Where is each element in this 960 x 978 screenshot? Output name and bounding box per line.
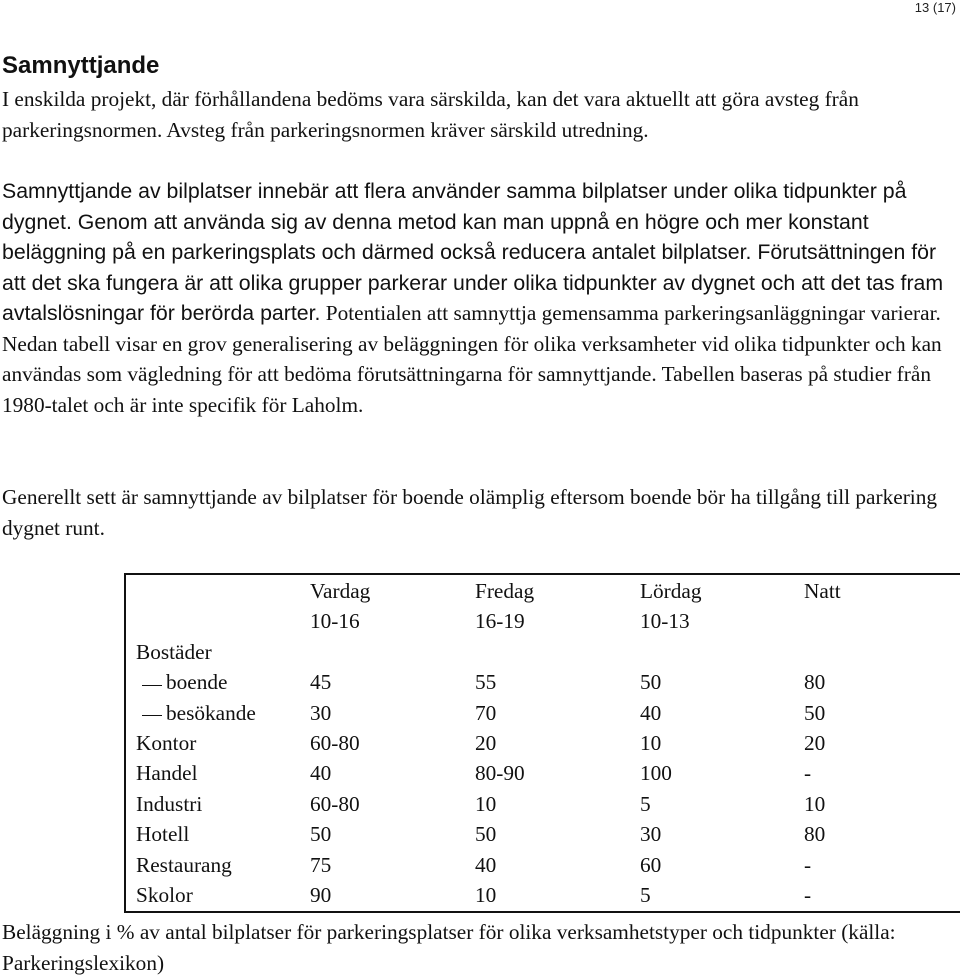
table-cell: 60-80: [310, 731, 360, 755]
paragraph-samnyttjande-lead: Samnyttjande av bilplatser innebär att flera använder samma bilplatser under olika tidpunkter på dygnet. Genom att använda sig av denna metod kan man uppnå en högre och mer konstant beläggning på en parkeringsplats och därmed också reducera antalet bilplatser. Förutsättningen för att det ska fungera är att olika grupper parkerar under olika tidpunkter av dygnet och att det tas fram avtalslösningar för berörda parter.: [2, 179, 944, 325]
table-cell: 10: [475, 791, 497, 816]
table-border: [124, 573, 960, 913]
row-label: [136, 758, 198, 789]
row-group-label: Bostäder: [136, 639, 212, 664]
table-cell: -: [804, 883, 812, 907]
column-header-time: 10-13: [640, 609, 690, 634]
table-cell: -: [804, 852, 812, 877]
paragraph-intro: I enskilda projekt, där förhållandena bedöms vara särskilda, kan det vara aktuellt att göra avsteg från parkeringsnormen. Avsteg från parkeringsnormen kräver särskild utredning.: [2, 87, 859, 142]
row-label-text: Hotell: [136, 822, 190, 847]
table-cell: 40: [640, 700, 662, 725]
row-label: [136, 850, 232, 881]
row-label-text: boende: [166, 670, 228, 695]
row-label: [136, 728, 196, 759]
indent-dash-icon: [142, 685, 162, 686]
paragraph-boende: Generellt sett är samnyttjande av bilplatser för boende olämplig eftersom boende bör ha tillgång till parkering dygnet runt.: [2, 485, 937, 540]
row-label-text: Skolor: [136, 883, 193, 907]
table-cell: 5: [640, 791, 651, 816]
table-cell: 55: [475, 670, 497, 695]
row-label-text: Industri: [136, 791, 203, 816]
table-cell: 5: [640, 883, 651, 907]
table-cell: 50: [640, 670, 662, 695]
paragraph-samnyttjande: [2, 176, 954, 420]
page-number: 13 (17): [914, 0, 956, 15]
column-header-time: 16-19: [475, 609, 525, 634]
table-caption: Beläggning i % av antal bilplatser för parkeringsplatser för olika verksamhetstyper och tidpunkter (källa: Parkeringslexikon): [2, 920, 896, 975]
table-cell: 60-80: [310, 791, 360, 816]
table-cell: 40: [475, 852, 497, 877]
table-cell: 75: [310, 852, 332, 877]
table-cell: 10: [475, 883, 497, 907]
table-cell: 90: [310, 883, 332, 907]
column-header-time: 10-16: [310, 609, 360, 634]
row-label-text: Handel: [136, 761, 198, 786]
paragraph-samnyttjande-tail: Potentialen att samnyttja gemensamma parkeringsanläggningar varierar. Nedan tabell visar en grov generalisering av beläggningen för olika verksamheter vid olika tidpunkter och kan användas som vägledning för att bedöma förutsättningarna för samnyttjande. Tabellen baseras på studier från 1980-talet och är inte specifik för Laholm.: [2, 301, 942, 417]
table-cell: 80: [804, 822, 826, 847]
table-cell: 80: [804, 670, 826, 695]
table-cell: 80-90: [475, 761, 525, 786]
table-cell: 70: [475, 700, 497, 725]
table-cell: 30: [640, 822, 662, 847]
column-header: Vardag: [310, 579, 371, 603]
row-label-text: besökande: [166, 700, 256, 725]
column-header: Fredag: [475, 579, 535, 603]
table-cell: 20: [475, 731, 497, 755]
indent-dash-icon: [142, 715, 162, 716]
occupancy-table: [124, 573, 960, 913]
table-cell: 30: [310, 700, 332, 725]
table-cell: 20: [804, 731, 826, 755]
row-label: [136, 880, 193, 911]
row-label-text: Kontor: [136, 731, 197, 755]
table-cell: 50: [804, 700, 826, 725]
table-cell: 45: [310, 670, 332, 695]
row-label: [136, 698, 256, 729]
column-header: Natt: [804, 579, 841, 603]
row-label-text: Restaurang: [136, 852, 232, 877]
table-cell: 50: [310, 822, 332, 847]
row-label: [136, 667, 228, 698]
row-label: [136, 819, 189, 850]
row-label: [136, 789, 202, 820]
table-cell: 10: [804, 791, 826, 816]
table-cell: 60: [640, 852, 662, 877]
table-cell: 10: [640, 731, 662, 755]
section-heading: Samnyttjande: [2, 52, 160, 79]
table-cell: 50: [475, 822, 497, 847]
table-cell: 40: [310, 761, 332, 786]
table-cell: 100: [640, 761, 672, 786]
column-header: Lördag: [640, 579, 702, 603]
table-cell: -: [804, 761, 812, 786]
